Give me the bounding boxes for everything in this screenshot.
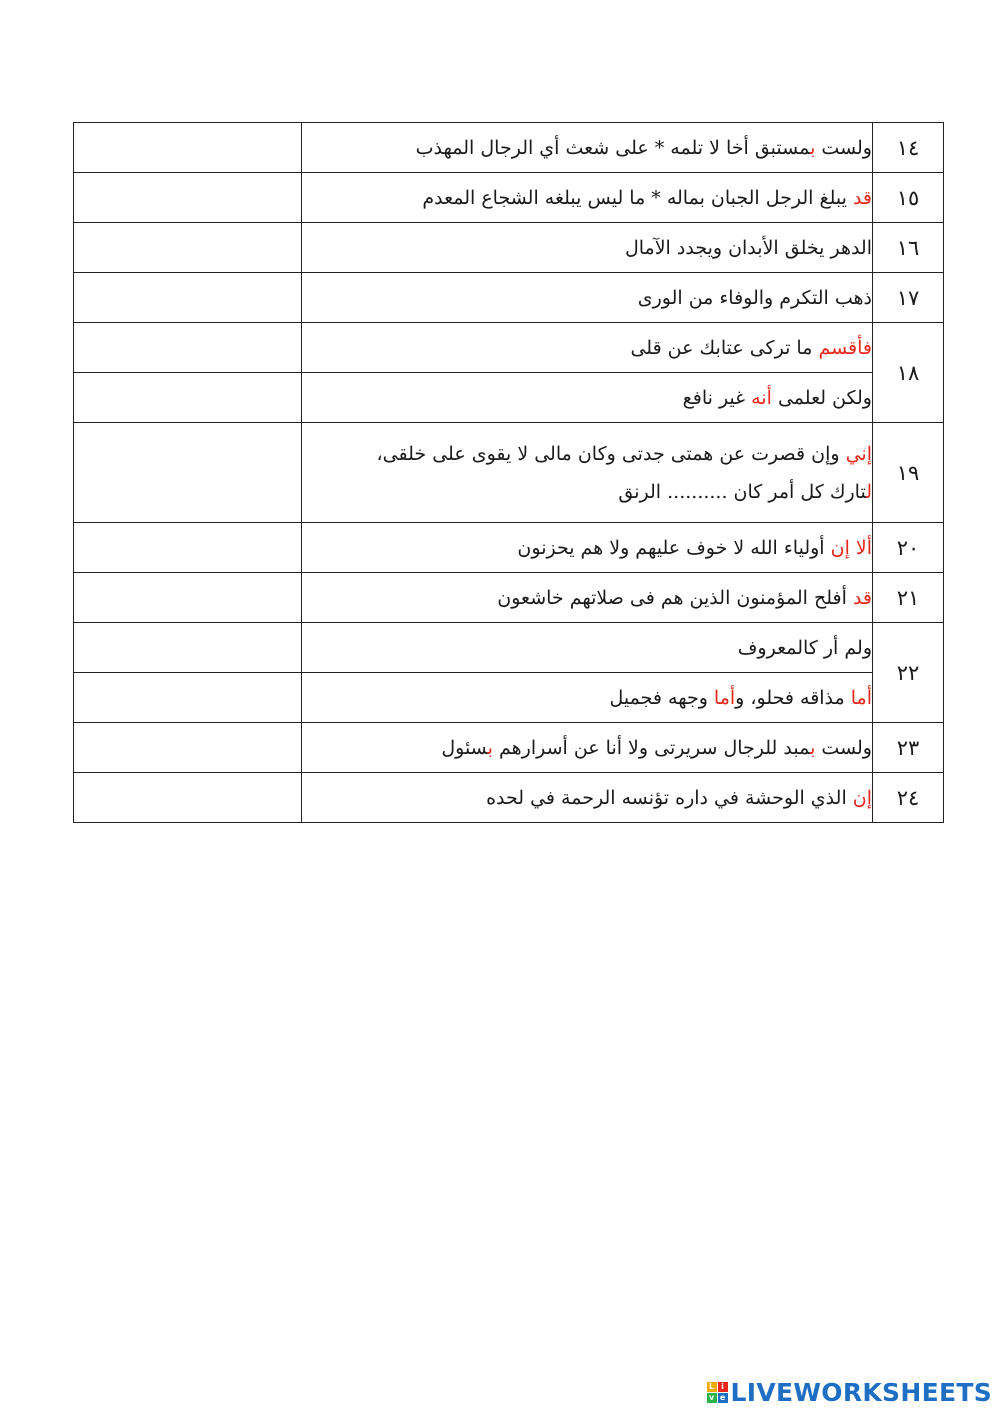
sentence-text: تارك كل أمر كان .......... الرنق <box>618 480 867 503</box>
sentence-text: ذهب التكرم والوفاء من الورى <box>637 286 872 309</box>
table-row <box>74 723 944 773</box>
answer-cell[interactable] <box>74 373 302 423</box>
answer-cell[interactable] <box>74 523 302 573</box>
row-number: ١٥ <box>873 173 944 223</box>
highlighted-word: إني <box>845 442 872 465</box>
logo-tile: i <box>718 1382 728 1392</box>
sentence-cell <box>302 723 873 773</box>
sentence-text: ولست <box>815 136 872 159</box>
sentence-cell <box>302 123 873 173</box>
sentence-text: مبد للرجال سريرتى ولا أنا عن أسرارهم <box>492 736 811 759</box>
table-row <box>74 223 944 273</box>
sentence-text: ولكن لعلمى <box>771 386 872 409</box>
table-row <box>74 673 944 723</box>
sentence-cell <box>302 623 873 673</box>
row-number: ١٨ <box>873 323 944 423</box>
table-row <box>74 773 944 823</box>
sentence-cell <box>302 273 873 323</box>
exercise-table <box>73 122 944 823</box>
answer-cell[interactable] <box>74 423 302 523</box>
table-row <box>74 573 944 623</box>
answer-cell[interactable] <box>74 173 302 223</box>
row-number: ٢٤ <box>873 773 944 823</box>
table-row <box>74 123 944 173</box>
sentence-text: وإن قصرت عن همتى جدتى وكان مالى لا يقوى على خلقى، <box>376 442 846 465</box>
logo-tile: e <box>718 1393 728 1403</box>
row-number: ٢٢ <box>873 623 944 723</box>
answer-cell[interactable] <box>74 773 302 823</box>
sentence-cell <box>302 673 873 723</box>
sentence-text: أفلح المؤمنون الذين هم فى صلاتهم خاشعون <box>497 586 853 609</box>
highlighted-word: ل <box>866 480 872 503</box>
sentence-cell <box>302 773 873 823</box>
sentence-cell <box>302 223 873 273</box>
table-row <box>74 323 944 373</box>
table-row <box>74 373 944 423</box>
logo-tile: L <box>707 1382 717 1392</box>
sentence-text: مذاقه فحلو، و <box>735 686 851 709</box>
answer-cell[interactable] <box>74 723 302 773</box>
sentence-cell <box>302 523 873 573</box>
exercise-table-body <box>74 123 944 823</box>
row-number: ٢٣ <box>873 723 944 773</box>
sentence-text: أولياء الله لا خوف عليهم ولا هم يحزنون <box>517 536 831 559</box>
highlighted-word: إن <box>852 786 872 809</box>
highlighted-word: أما <box>713 686 736 709</box>
sentence-cell <box>302 373 873 423</box>
liveworksheets-brand <box>707 1377 992 1407</box>
answer-cell[interactable] <box>74 223 302 273</box>
highlighted-word: ب <box>810 136 816 159</box>
answer-cell[interactable] <box>74 623 302 673</box>
row-number: ١٤ <box>873 123 944 173</box>
sentence-line <box>302 435 872 473</box>
sentence-text: سئول <box>441 736 488 759</box>
logo-tile: v <box>707 1393 717 1403</box>
highlighted-word: أنه <box>751 386 772 409</box>
answer-cell[interactable] <box>74 573 302 623</box>
brand-name: LIVEWORKSHEETS <box>730 1377 992 1407</box>
row-number: ٢١ <box>873 573 944 623</box>
sentence-line <box>302 473 872 511</box>
highlighted-word: أما <box>850 686 872 709</box>
sentence-text: يبلغ الرجل الجبان بماله * ما ليس يبلغه الشجاع المعدم <box>422 186 853 209</box>
answer-cell[interactable] <box>74 273 302 323</box>
sentence-cell <box>302 423 873 523</box>
highlighted-word: ب <box>487 736 493 759</box>
table-row <box>74 273 944 323</box>
row-number: ١٩ <box>873 423 944 523</box>
sentence-text: مستبق أخا لا تلمه * على شعث أي الرجال المهذب <box>415 136 811 159</box>
answer-cell[interactable] <box>74 323 302 373</box>
sentence-text: الذي الوحشة في داره تؤنسه الرحمة في لحده <box>486 786 853 809</box>
row-number: ١٦ <box>873 223 944 273</box>
sentence-text: وجهه فجميل <box>609 686 714 709</box>
sentence-text: غير نافع <box>682 386 752 409</box>
sentence-cell <box>302 173 873 223</box>
row-number: ١٧ <box>873 273 944 323</box>
row-number: ٢٠ <box>873 523 944 573</box>
answer-cell[interactable] <box>74 673 302 723</box>
table-row <box>74 173 944 223</box>
sentence-text: ما تركى عتابك عن قلى <box>630 336 819 359</box>
table-row <box>74 623 944 673</box>
highlighted-word: ب <box>810 736 816 759</box>
sentence-text: ولم أر كالمعروف <box>737 636 872 659</box>
sentence-cell <box>302 323 873 373</box>
highlighted-word: ألا إن <box>830 536 872 559</box>
highlighted-word: فأقسم <box>818 336 872 359</box>
answer-cell[interactable] <box>74 123 302 173</box>
table-row <box>74 423 944 523</box>
sentence-cell <box>302 573 873 623</box>
highlighted-word: قد <box>852 186 872 209</box>
liveworksheets-logo-icon <box>707 1382 728 1403</box>
sentence-text: ولست <box>815 736 872 759</box>
highlighted-word: قد <box>852 586 872 609</box>
table-row <box>74 523 944 573</box>
sentence-text: الدهر يخلق الأبدان ويجدد الآمال <box>624 236 872 259</box>
